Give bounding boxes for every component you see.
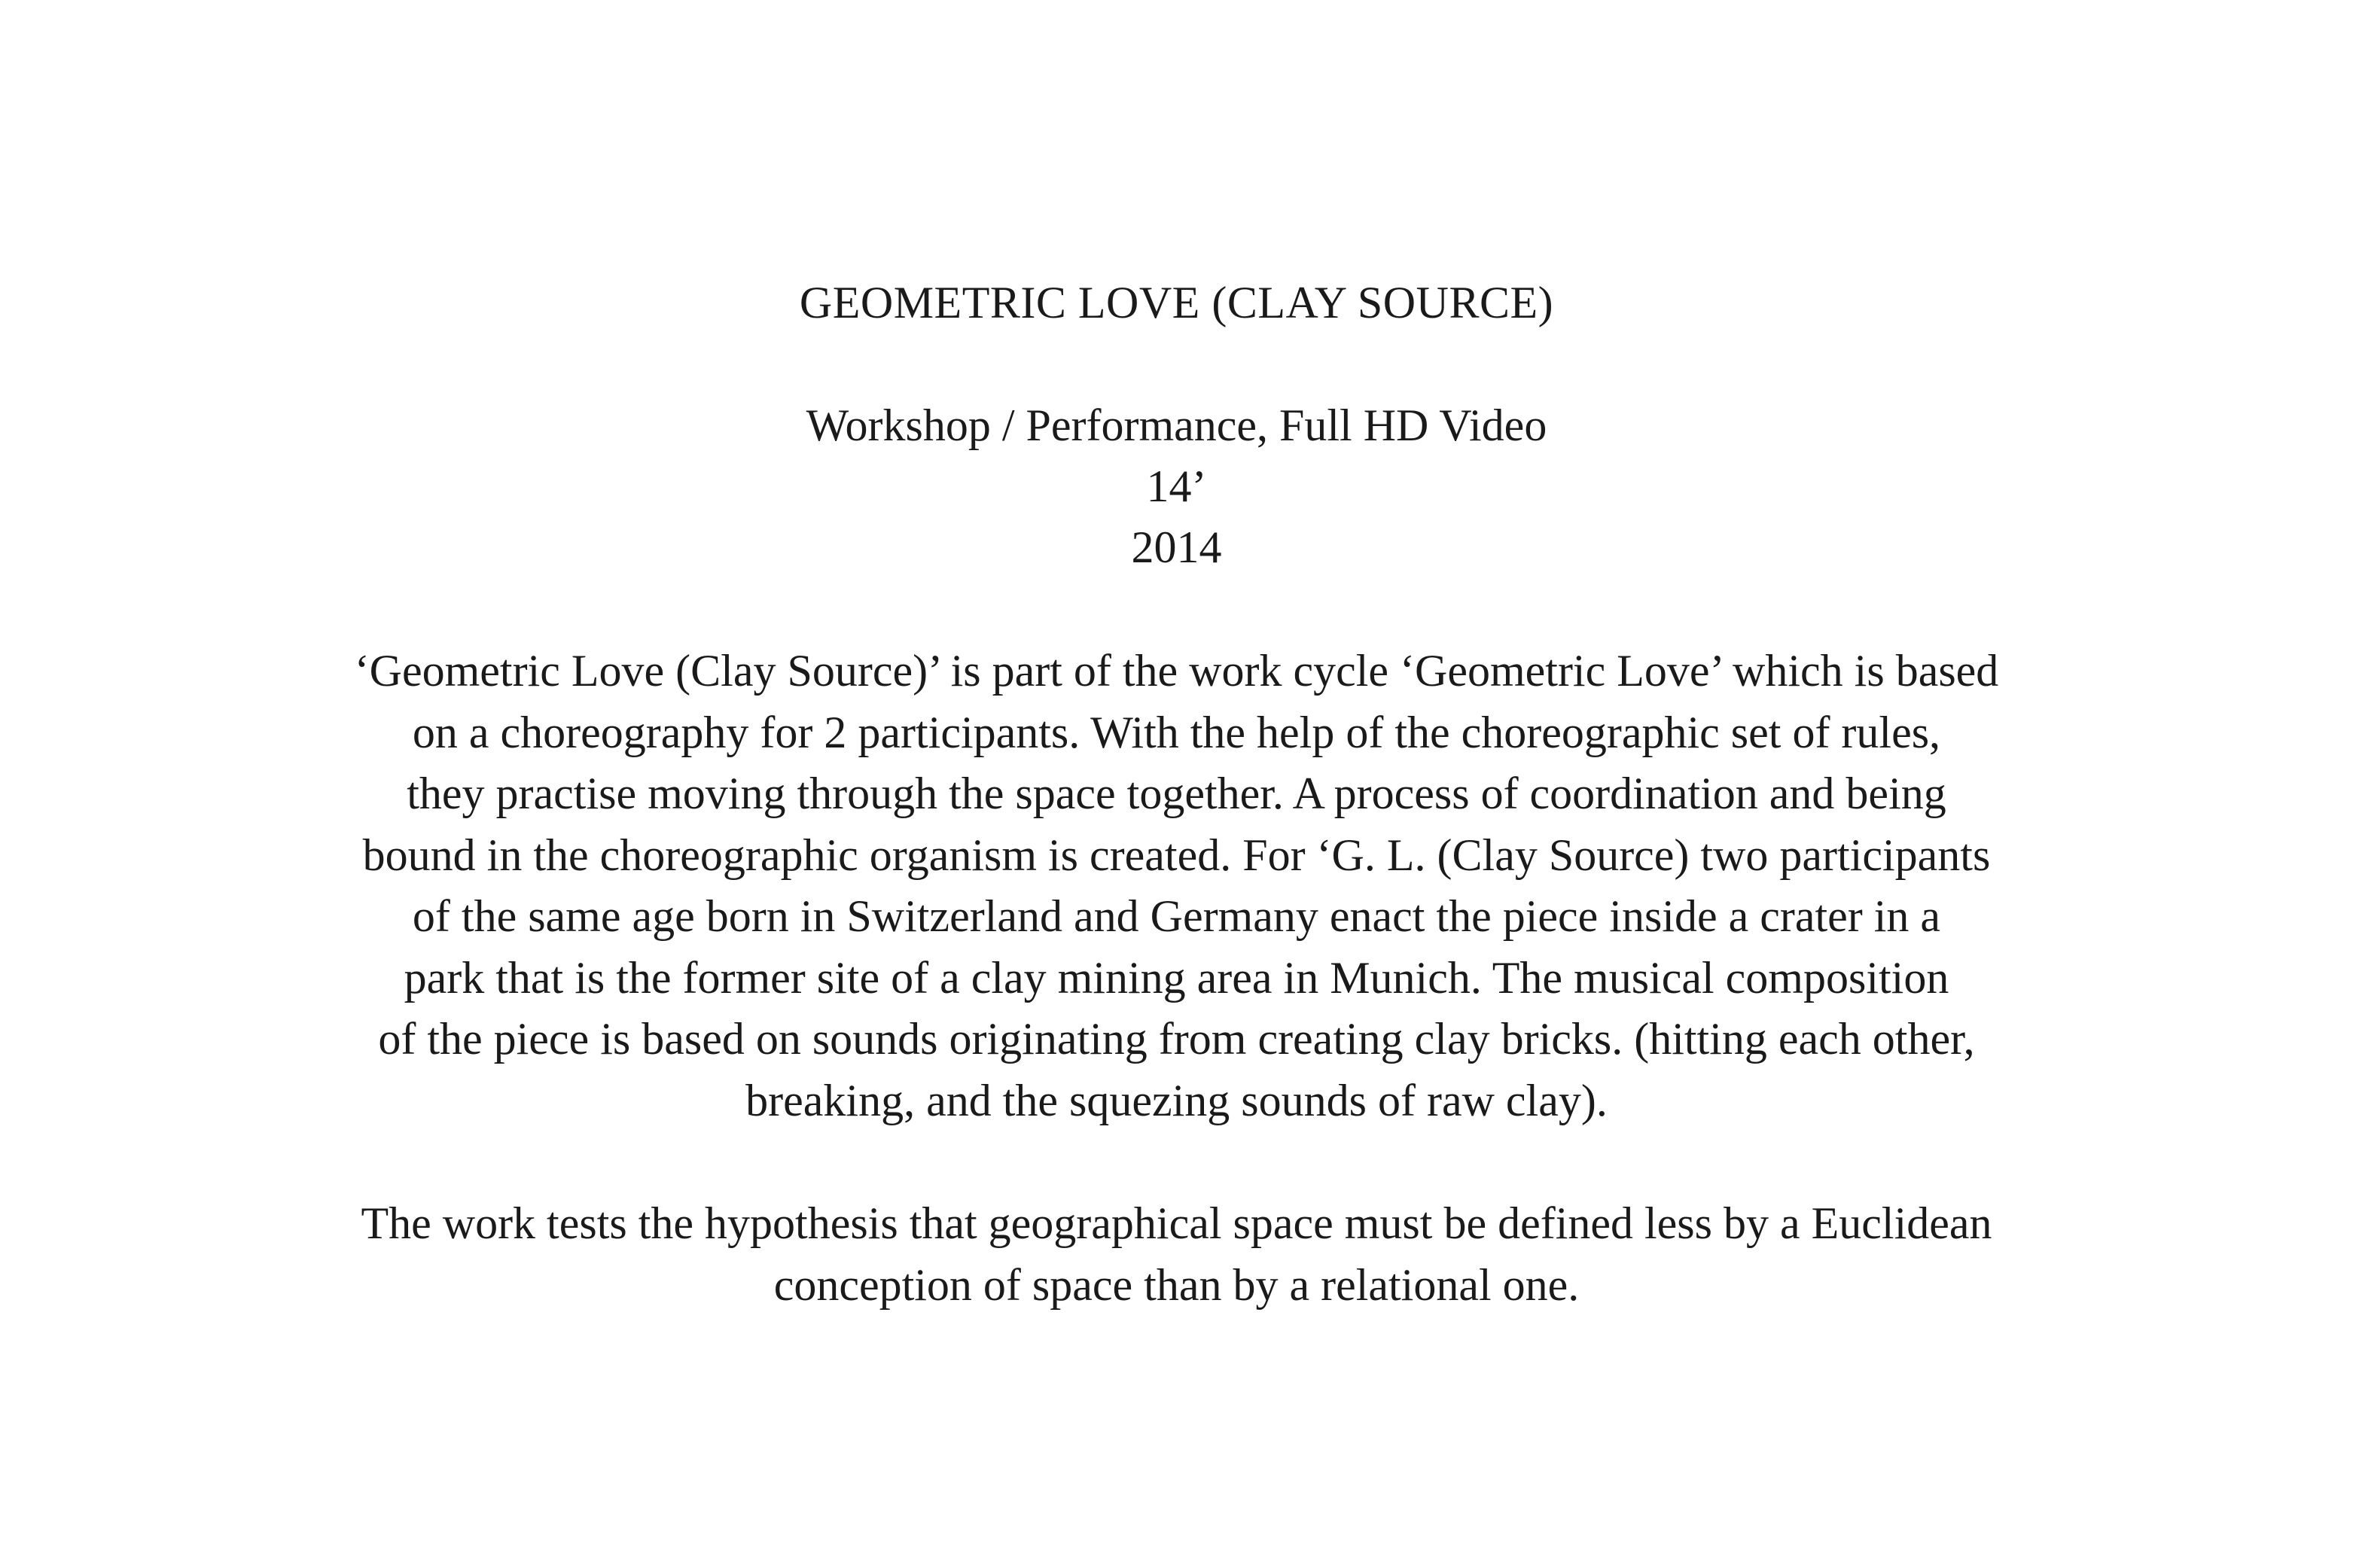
paragraph-line: park that is the former site of a clay mining area in Munich. The musical composition <box>404 952 1949 1003</box>
description-paragraph <box>0 641 2353 1131</box>
paragraph-line: breaking, and the squezing sounds of raw clay). <box>745 1075 1608 1125</box>
hypothesis-paragraph <box>0 1193 2353 1316</box>
paragraph-line: of the piece is based on sounds originating from creating clay bricks. (hitting each other, <box>378 1014 1975 1064</box>
paragraph-line: they practise moving through the space together. A process of coordination and being <box>407 769 1946 818</box>
paragraph-line: The work tests the hypothesis that geographical space must be defined less by a Euclidean <box>361 1198 1992 1248</box>
paragraph-line: bound in the choreographic organism is created. For ‘G. L. (Clay Source) two participants <box>362 830 1991 880</box>
paragraph-line: conception of space than by a relational one. <box>773 1259 1580 1310</box>
work-details <box>0 395 2353 578</box>
paragraph-line: ‘Geometric Love (Clay Source)’ is part of the work cycle ‘Geometric Love’ which is based <box>354 646 1999 696</box>
work-duration: 14’ <box>1146 461 1207 511</box>
work-medium: Workshop / Performance, Full HD Video <box>806 400 1547 450</box>
page-title: GEOMETRIC LOVE (CLAY SOURCE) <box>799 278 1554 327</box>
work-year: 2014 <box>1131 522 1222 572</box>
paragraph-line: of the same age born in Switzerland and Germany enact the piece inside a crater in a <box>412 891 1941 941</box>
paragraph-line: on a choreography for 2 participants. With the help of the choreographic set of rules, <box>412 707 1941 757</box>
